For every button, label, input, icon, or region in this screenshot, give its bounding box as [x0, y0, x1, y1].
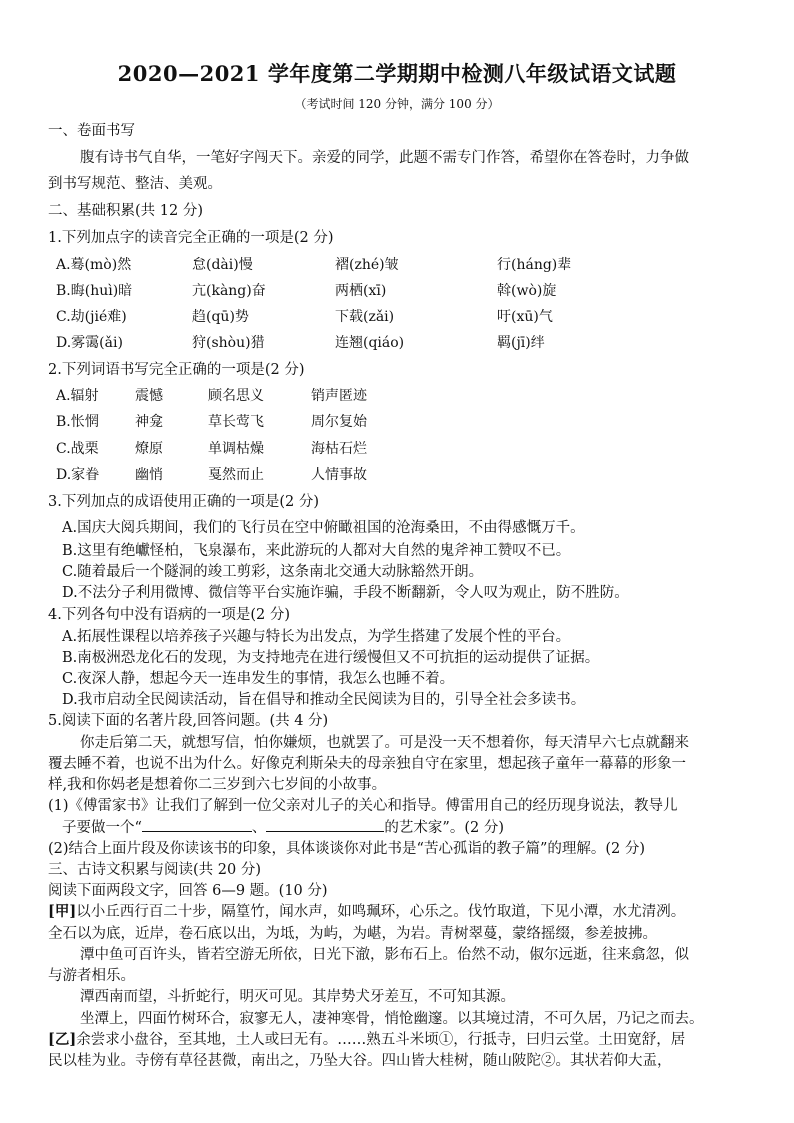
yi-line2 [48, 1051, 752, 1071]
q1-c-2: 趋(qū)势 [192, 309, 249, 325]
q5-passage-line1: 你走后第二天，就想写信，怕你嫌烦，也就罢了。可是没一天不想着你，每天清早六七点就翻来 [80, 735, 689, 751]
q1-stem: 1.下列加点字的读音完全正确的一项是(2 分) [48, 230, 334, 246]
answer-blank-1[interactable] [142, 817, 252, 832]
q3-option-a: A.国庆大阅兵期间，我们的飞行员在空中俯瞰祖国的沧海桑田，不由得感慨万千。 [62, 520, 585, 536]
note-marker-2: ② [541, 1053, 556, 1069]
jia-label: [甲] [48, 903, 77, 920]
q2-c-4: 海枯石烂 [311, 441, 367, 457]
q2-c-3: 单调枯燥 [208, 441, 264, 457]
q2-d-1: D.家眷 [56, 467, 100, 483]
q2-c-2: 燎原 [135, 441, 163, 457]
q1-b-4: 斡(wò)旋 [497, 283, 557, 299]
q2-d-3: 戛然而止 [208, 467, 264, 483]
q4-option-d: D.我市启动全民阅读活动，旨在倡导和推动全民阅读为目的，引导全社会多读书。 [62, 692, 586, 708]
q5-sub1-sep: 、 [251, 820, 267, 836]
q2-stem: 2.下列词语书写完全正确的一项是(2 分) [48, 362, 305, 378]
section1-heading: 一、卷面书写 [48, 123, 135, 139]
q1-a-3: 褶(zhé)皱 [335, 257, 399, 273]
jia-line6: 坐潭上，四面竹树环合，寂寥无人，凄神寒骨，悄怆幽邃。以其境过清，不可久居，乃记之而去。 [80, 1011, 704, 1027]
jia-line1 [48, 902, 752, 922]
q5-stem: 5.阅读下面的名著片段,回答问题。(共 4 分) [48, 713, 329, 729]
q2-a-4: 销声匿迹 [311, 388, 367, 404]
q4-option-a: A.拓展性课程以培养孩子兴趣与特长为出发点，为学生搭建了发展个性的平台。 [62, 629, 571, 645]
yi-text-1a: 余尝求小盘谷，至其地，土人或曰无有。……熟五斗米顷 [76, 1032, 439, 1048]
q2-a-3: 顾名思义 [208, 388, 264, 404]
q1-b-2: 亢(kàng)奋 [192, 283, 266, 299]
q1-a-2: 怠(dài)慢 [192, 257, 253, 273]
q1-c-3: 下载(zǎi) [335, 309, 395, 325]
q4-option-b: B.南极洲恐龙化石的发现，为支持地壳在进行缓慢但又不可抗拒的运动提供了证据。 [62, 650, 600, 666]
jia-line3: 潭中鱼可百许头，皆若空游无所依，日光下澈，影布石上。佁然不动，俶尔远逝，往来翕忽，似 [80, 947, 689, 963]
q5-sub1-prefix: 子要做一个“ [62, 820, 142, 836]
q1-b-3: 两栖(xī) [335, 283, 387, 299]
q5-sub1-line2 [62, 817, 752, 838]
yi-text-2b: 。其状若仰大盂， [555, 1053, 672, 1069]
q2-b-3: 草长莺飞 [208, 414, 264, 430]
exam-subtitle: （考试时间 120 分钟，满分 100 分） [294, 97, 500, 111]
answer-blank-2[interactable] [266, 817, 384, 832]
yi-line1 [48, 1030, 752, 1050]
q5-sub2: (2)结合上面片段及你读该书的印象，具体谈谈你对此书是“苦心孤诣的教子篇”的理解。(2 分) [48, 841, 646, 857]
q1-c-1: C.劫(jié难) [56, 309, 127, 325]
q1-c-4: 吁(xū)气 [497, 309, 553, 325]
q3-option-c: C.随着最后一个隧洞的竣工剪彩，这条南北交通大动脉豁然开朗。 [62, 564, 484, 580]
q1-a-1: A.蓦(mò)然 [56, 257, 132, 273]
q2-d-4: 人情事故 [311, 467, 367, 483]
section1-text-line1: 腹有诗书气自华，一笔好字闯天下。亲爱的同学，此题不需专门作答，希望你在答卷时，力争做 [80, 150, 689, 166]
q4-option-c: C.夜深人静，想起今天一连串发生的事情，我怎么也睡不着。 [62, 671, 455, 687]
jia-line4: 与游者相乐。 [48, 968, 135, 984]
q1-a-4: 行(háng)辈 [497, 257, 572, 273]
note-marker-1: ① [438, 1032, 454, 1048]
page-title: 2020—2021 学年度第二学期期中检测八年级试语文试题 [117, 61, 677, 86]
yi-label: [乙] [48, 1031, 77, 1048]
q2-b-4: 周尔复始 [311, 414, 367, 430]
q1-d-3: 连翘(qiáo) [335, 335, 405, 351]
q1-d-4: 羁(jī)绊 [497, 335, 545, 351]
q5-sub1-line1: (1)《傅雷家书》让我们了解到一位父亲对儿子的关心和指导。傅雷用自己的经历现身说法，教导儿 [48, 798, 678, 814]
q5-passage-line3: 样,我和你妈老是想着你二三岁到六七岁间的小故事。 [48, 777, 387, 793]
section1-text-line2: 到书写规范、整洁、美观。 [48, 176, 222, 192]
jia-line5: 潭西南而望，斗折蛇行，明灭可见。其岸势犬牙差互，不可知其源。 [80, 989, 515, 1005]
q3-stem: 3.下列加点的成语使用正确的一项是(2 分) [48, 494, 319, 510]
q4-stem: 4.下列各句中没有语病的一项是(2 分) [48, 607, 290, 623]
q1-d-1: D.雾霭(ǎi) [56, 335, 123, 351]
q2-b-1: B.怅惘 [56, 414, 99, 430]
jia-text-1: 以小丘西行百二十步，隔篁竹，闻水声，如鸣珮环，心乐之。伐竹取道，下见小潭，水尤清冽。 [76, 904, 686, 920]
q2-a-2: 震憾 [135, 388, 163, 404]
section2-heading: 二、基础积累(共 12 分) [48, 203, 203, 219]
q1-d-2: 狩(shòu)猎 [192, 335, 265, 351]
q1-b-1: B.晦(huì)暗 [56, 283, 133, 299]
q5-sub1-suffix: 的艺术家”。(2 分) [384, 820, 504, 836]
yi-text-1b: ，行抵寺，曰归云堂。土田宽舒，居 [453, 1032, 686, 1048]
section3-intro: 阅读下面两段文字，回答 6—9 题。(10 分) [48, 883, 328, 899]
yi-text-2a: 民以桂为业。寺傍有草径甚微，南出之，乃坠大谷。四山皆大桂树，随山陂陀 [48, 1053, 541, 1069]
jia-line2: 全石以为底，近岸，卷石底以出，为坻，为屿，为嵁，为岩。青树翠蔓，蒙络摇缀，参差披拂。 [48, 926, 657, 942]
q2-d-2: 幽悄 [135, 467, 163, 483]
section3-heading: 三、古诗文积累与阅读(共 20 分) [48, 862, 261, 878]
q2-b-2: 神龛 [135, 414, 163, 430]
q2-c-1: C.战栗 [56, 441, 99, 457]
q3-option-b: B.这里有绝巘怪柏，飞泉瀑布，来此游玩的人都对大自然的鬼斧神工赞叹不已。 [62, 543, 571, 559]
q3-option-d: D.不法分子利用微博、微信等平台实施诈骗，手段不断翻新，令人叹为观止，防不胜防。 [62, 585, 629, 601]
q2-a-1: A.辐射 [56, 388, 99, 404]
q5-passage-line2: 覆去睡不着，也说不出为什么。好像克利斯朵夫的母亲独自守在家里，想起孩子童年一幕幕的形象一 [48, 756, 686, 772]
